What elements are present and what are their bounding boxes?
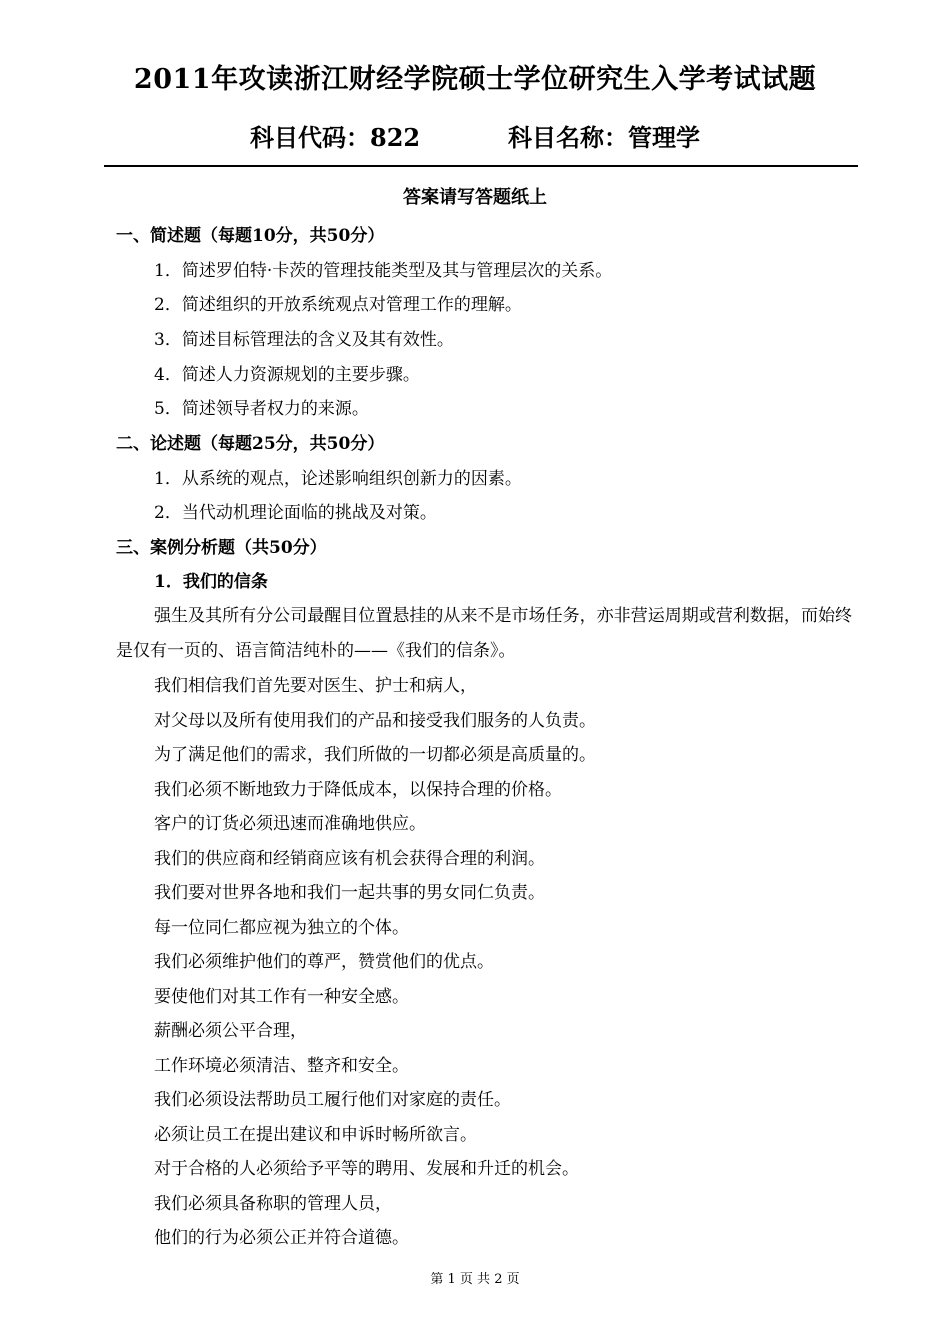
question-item: 1．简述罗伯特·卡茨的管理技能类型及其与管理层次的关系。: [154, 261, 613, 281]
creed-line: 我们的供应商和经销商应该有机会获得合理的利润。: [154, 849, 545, 869]
creed-line: 我们必须维护他们的尊严，赞赏他们的优点。: [154, 952, 494, 972]
answer-notice: 答案请写答题纸上: [403, 187, 547, 208]
creed-line: 为了满足他们的需求，我们所做的一切都必须是高质量的。: [154, 745, 596, 765]
creed-line: 要使他们对其工作有一种安全感。: [154, 987, 409, 1007]
section-heading-short-answer: 一、简述题（每题10分，共50分）: [116, 226, 385, 246]
creed-line: 对父母以及所有使用我们的产品和接受我们服务的人负责。: [154, 711, 596, 731]
creed-line: 我们必须设法帮助员工履行他们对家庭的责任。: [154, 1090, 511, 1110]
question-item: 2．当代动机理论面临的挑战及对策。: [154, 503, 437, 523]
creed-line: 薪酬必须公平合理，: [154, 1021, 307, 1041]
section-heading-essay: 二、论述题（每题25分，共50分）: [116, 434, 385, 454]
section-heading-case-analysis: 三、案例分析题（共50分）: [116, 538, 327, 558]
creed-line: 客户的订货必须迅速而准确地供应。: [154, 814, 426, 834]
question-item: 2．简述组织的开放系统观点对管理工作的理解。: [154, 295, 522, 315]
exam-title: 2011年攻读浙江财经学院硕士学位研究生入学考试试题: [133, 64, 817, 95]
subject-row: [0, 120, 950, 156]
page-footer: 第 1 页 共 2 页: [430, 1272, 520, 1287]
question-item: 3．简述目标管理法的含义及其有效性。: [154, 330, 454, 350]
question-item: 1．从系统的观点，论述影响组织创新力的因素。: [154, 469, 522, 489]
creed-line: 他们的行为必须公正并符合道德。: [154, 1228, 409, 1248]
creed-line: 必须让员工在提出建议和申诉时畅所欲言。: [154, 1125, 477, 1145]
creed-line: 每一位同仁都应视为独立的个体。: [154, 918, 409, 938]
case-title: 1．我们的信条: [154, 572, 268, 592]
creed-line: 工作环境必须清洁、整齐和安全。: [154, 1056, 409, 1076]
header-divider: [104, 165, 858, 167]
creed-line: 我们要对世界各地和我们一起共事的男女同仁负责。: [154, 883, 545, 903]
creed-line: 我们必须具备称职的管理人员，: [154, 1194, 392, 1214]
creed-line: 我们必须不断地致力于降低成本，以保持合理的价格。: [154, 780, 562, 800]
creed-line: 我们相信我们首先要对医生、护士和病人，: [154, 676, 477, 696]
subject-name: 科目名称：管理学: [508, 123, 700, 152]
question-item: 5．简述领导者权力的来源。: [154, 399, 369, 419]
question-item: 4．简述人力资源规划的主要步骤。: [154, 365, 420, 385]
subject-code: 科目代码：822: [250, 123, 421, 152]
case-intro-paragraph: 强生及其所有分公司最醒目位置悬挂的从来不是市场任务，亦非营运周期或营利数据，而始终是仅有一页的、语言简洁纯朴的——《我们的信条》。: [116, 606, 852, 661]
creed-line: 对于合格的人必须给予平等的聘用、发展和升迁的机会。: [154, 1159, 579, 1179]
